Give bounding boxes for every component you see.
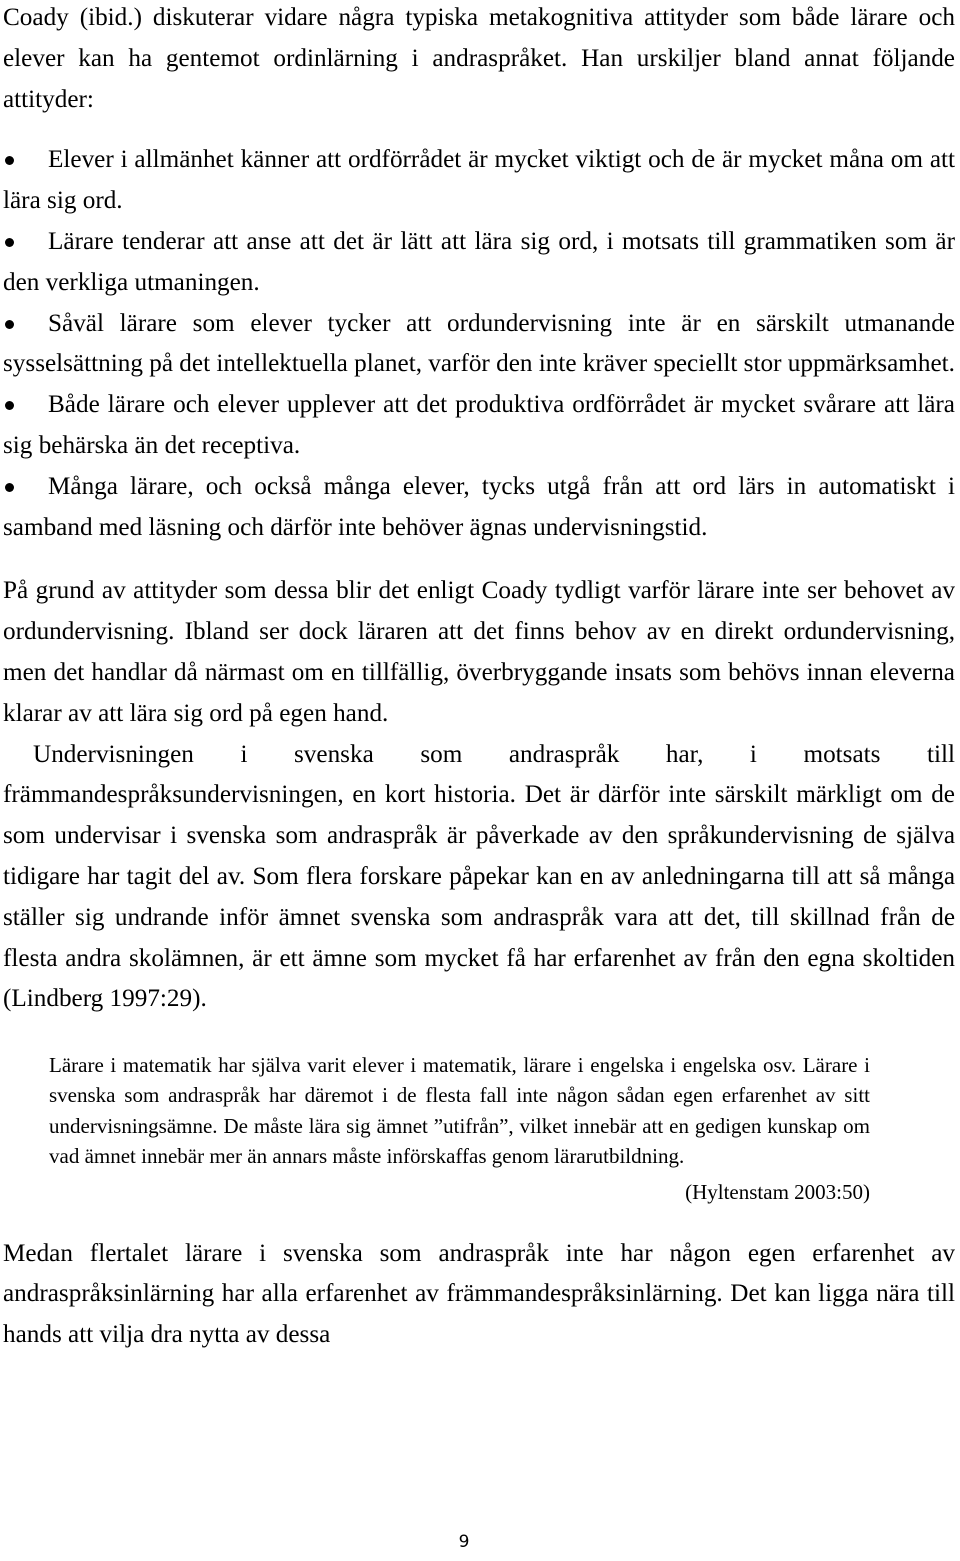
list-item <box>3 222 955 304</box>
quote-text: Lärare i matematik har själva varit elever i matematik, lärare i engelska i engelska osv. Lärare i svenska som andraspråk har däremot i de flesta fall inte någon sådan egen erfarenhet av sitt undervisningsämne. De måste lära sig ämnet ”utifrån”, vilket innebär att en gedigen kunskap om vad ämnet innebär mer än annars måste införskaffas genom lärarutbildning. <box>49 1053 870 1169</box>
bullet-icon <box>5 238 14 247</box>
document-page <box>3 0 955 1356</box>
body-paragraph-3: Medan flertalet lärare i svenska som andraspråk inte har någon egen erfarenhet av andraspråksinlärning har alla erfarenhet av främmandespråksinlärning. Det kan ligga nära till hands att vilja dra nytta av dessa <box>3 1239 955 1349</box>
quote-citation: (Hyltenstam 2003:50) <box>685 1180 870 1205</box>
bullet-icon <box>5 320 14 329</box>
list-item-text: Många lärare, och också många elever, tycks utgå från att ord lärs in automatiskt i samband med läsning och därför inte behöver ägnas undervisningstid. <box>3 472 955 541</box>
body-paragraph-2: Undervisningen i svenska som andraspråk har, i motsats till främmandespråksundervisningen, en kort historia. Det är därför inte särskilt märkligt om de som undervisar i svenska som andraspråk är påverkade av den språkundervisning de själva tidigare har tagit del av. Som flera forskare påpekar kan en av anledningarna till att så många ställer sig undrande inför ämnet svenska som andraspråk vara att det, till skillnad från de flesta andra skolämnen, är ett ämne som mycket få har erfarenhet av från den egna skoltiden (Lindberg 1997:29). <box>3 740 955 1013</box>
list-item <box>3 140 955 222</box>
list-item-text: Elever i allmänhet känner att ordförrådet är mycket viktigt och de är mycket måna om att lära sig ord. <box>3 146 955 215</box>
list-item <box>3 385 955 467</box>
bullet-icon <box>5 401 14 410</box>
block-quote <box>49 1050 870 1207</box>
list-item <box>3 467 955 549</box>
attitude-list <box>3 140 955 548</box>
intro-paragraph: Coady (ibid.) diskuterar vidare några typiska metakognitiva attityder som både lärare och elever kan ha gentemot ordinlärning i andraspråket. Han urskiljer bland annat följande attityder: <box>3 4 955 113</box>
bullet-icon <box>5 483 14 492</box>
page-number: 9 <box>458 1532 470 1552</box>
list-item-text: Lärare tenderar att anse att det är lätt att lära sig ord, i motsats till grammatiken som är den verkliga utmaningen. <box>3 227 955 296</box>
bullet-icon <box>5 156 14 165</box>
body-paragraph-1: På grund av attityder som dessa blir det enligt Coady tydligt varför lärare inte ser behovet av ordundervisning. Ibland ser dock läraren att det finns behov av en direkt ordundervisning, men det handlar då närmast om en tillfällig, överbryggande insats som behövs innan eleverna klarar av att lära sig ord på egen hand. <box>3 577 955 727</box>
list-item-text: Såväl lärare som elever tycker att ordundervisning inte är en särskilt utmanande sysselsättning på det intellektuella planet, varför den inte kräver speciellt stor uppmärksamhet. <box>3 309 955 378</box>
list-item-text: Både lärare och elever upplever att det produktiva ordförrådet är mycket svårare att lära sig behärska än det receptiva. <box>3 391 955 459</box>
list-item <box>3 304 955 386</box>
